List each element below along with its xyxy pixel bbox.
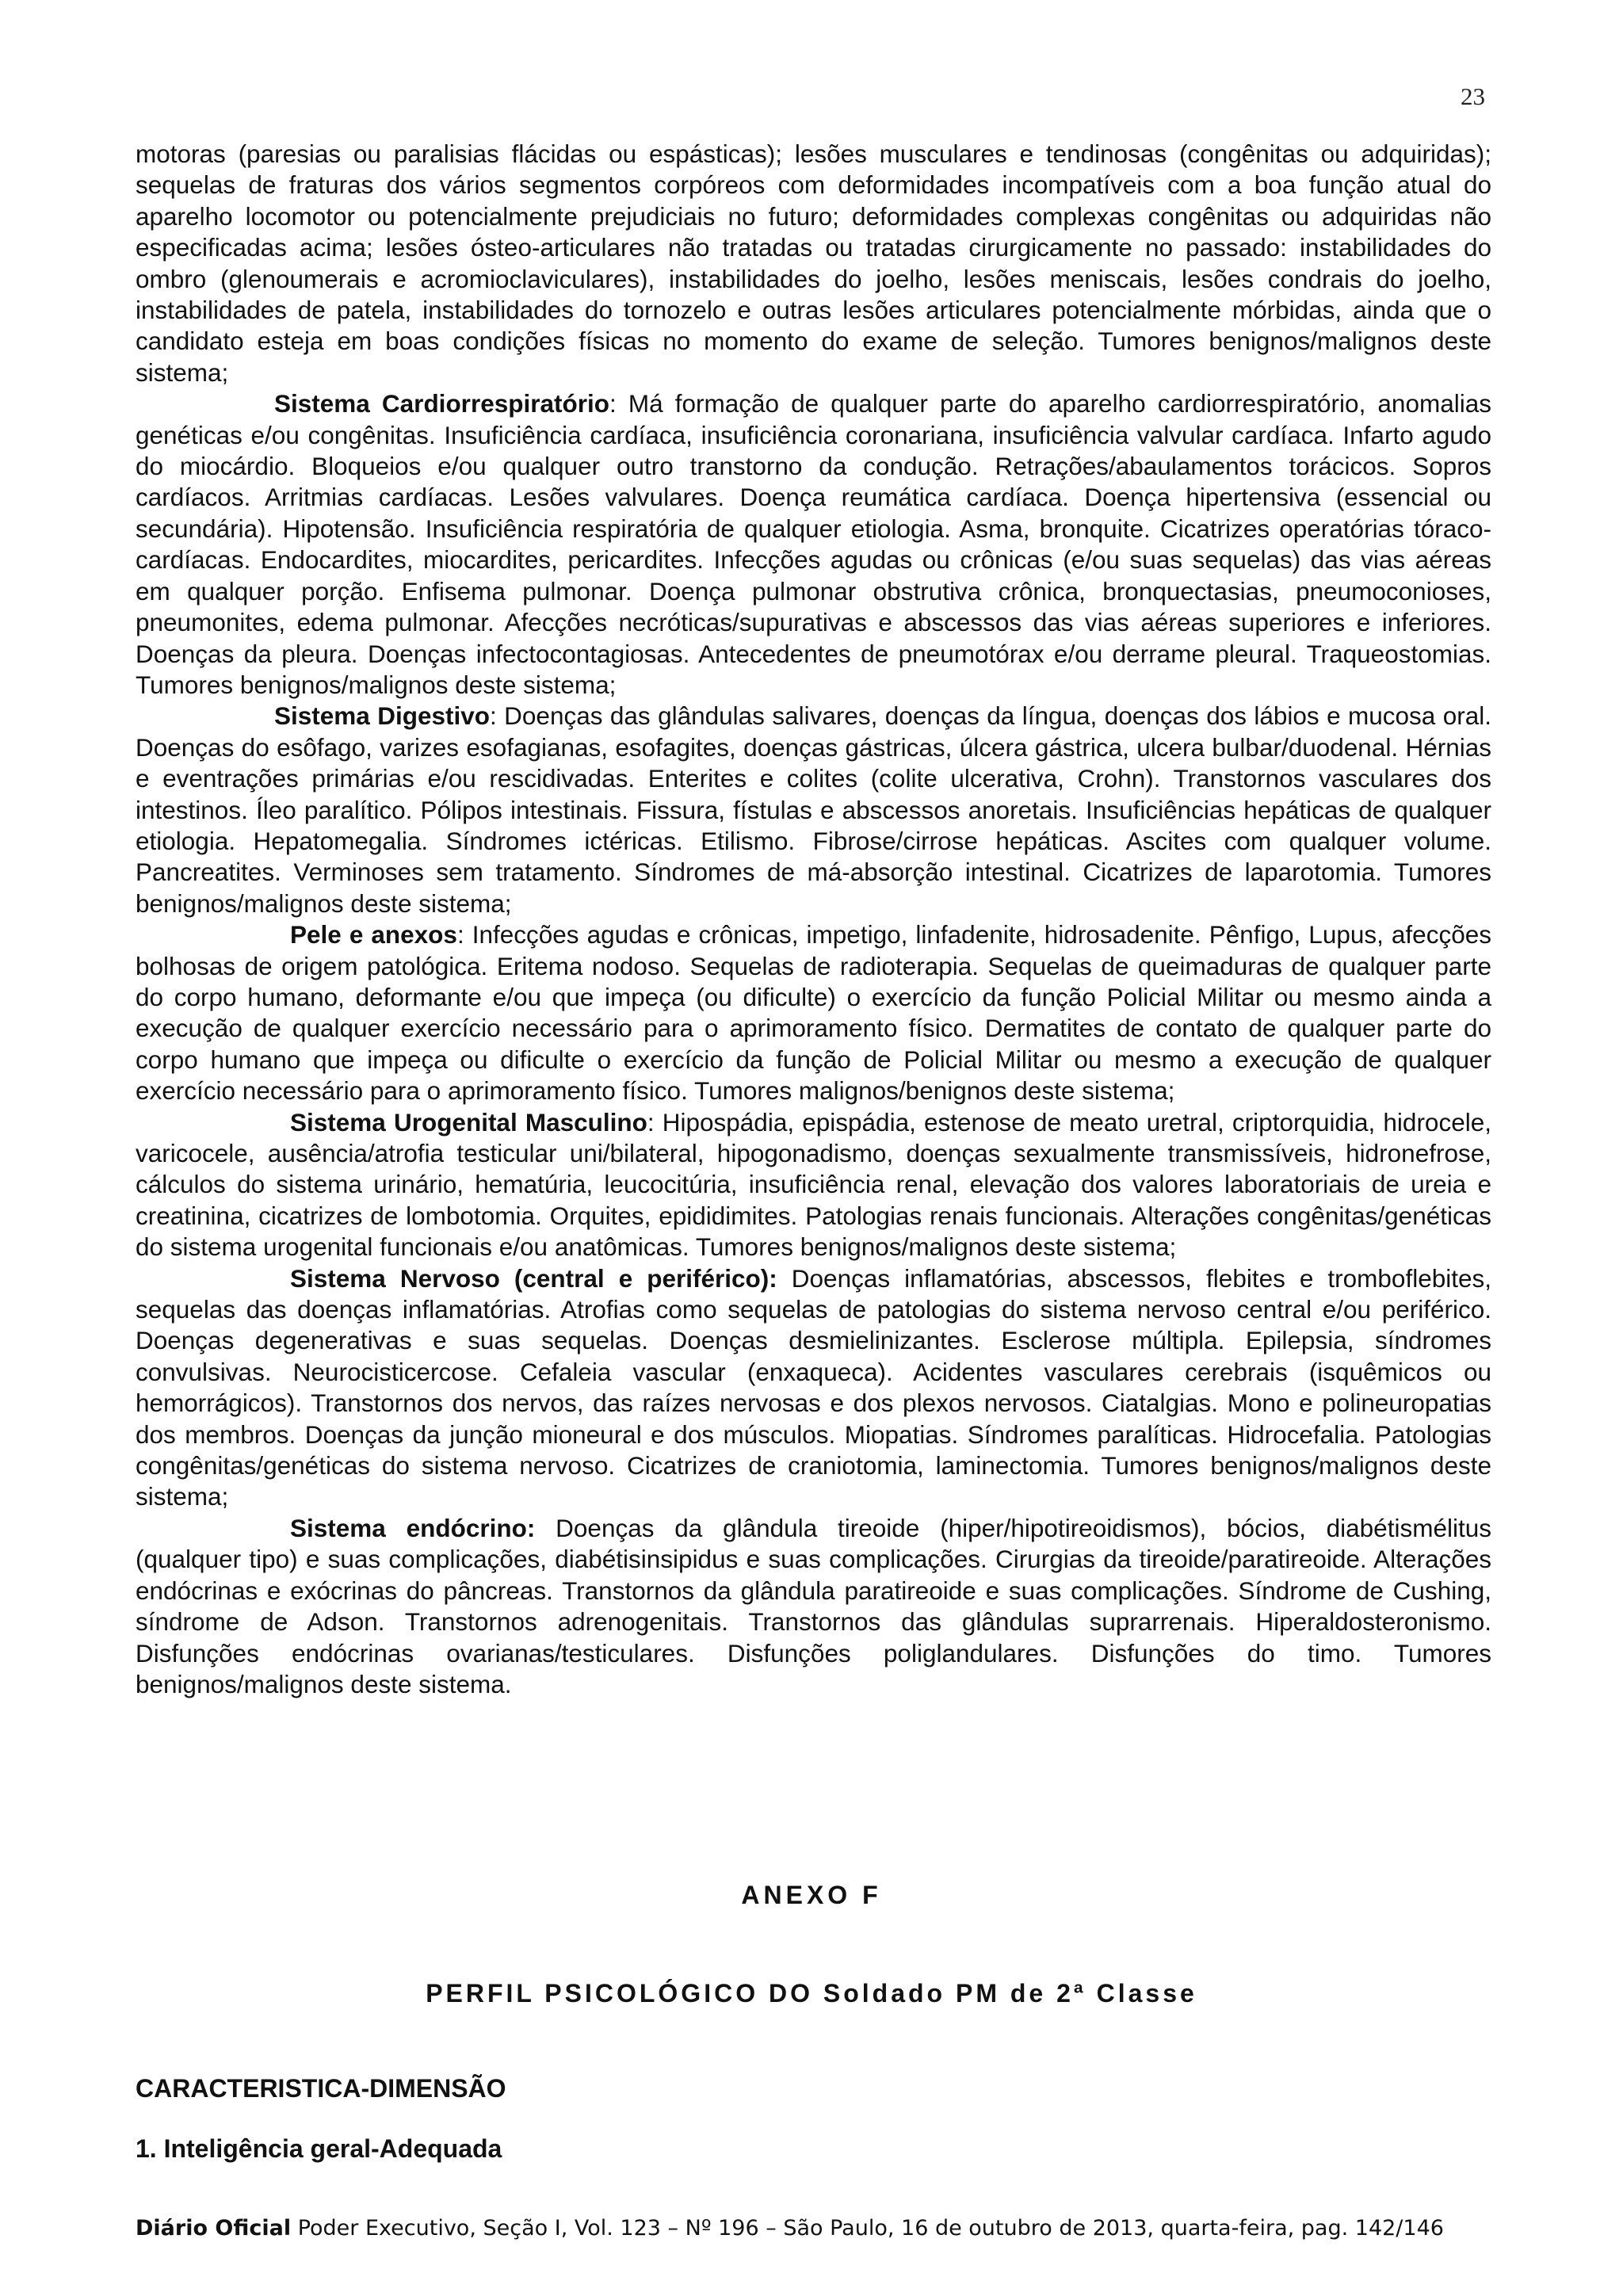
paragraph-text: motoras (paresias ou paralisias flácidas ou espásticas); lesões musculares e tendinosas (congênitas ou adquiridas); sequelas de fraturas dos vários segmentos corpóreos com deformidades incompatíveis com a boa função atual do aparelho locomotor ou potencialmente prejudiciais no futuro; deformidades complexas congênitas ou adquiridas não especificadas acima; lesões ósteo-articulares não tratadas ou tratadas cirurgicamente no passado: instabilidades do ombro (glenoumerais e acromioclaviculares), instabilidades do joelho, lesões meniscais, lesões condrais do joelho, instabilidades de patela, instabilidades do tornozelo e outras lesões articulares potencialmente mórbidas, ainda que o candidato esteja em boas condições físicas no momento do exame de seleção. Tumores benignos/malignos deste sistema;	[136, 139, 1491, 387]
paragraph-text: : Má formação de qualquer parte do aparelho cardiorrespiratório, anomalias genéticas e/ou congênitas. Insuficiência cardíaca, insuficiência coronariana, insuficiência valvular cardíaca. Infarto agudo do miocárdio. Bloqueios e/ou qualquer outro transtorno da condução. Retrações/abaulamentos torácicos. Sopros cardíacos. Arritmias cardíacas. Lesões valvulares. Doença reumática cardíaca. Doença hipertensiva (essencial ou secundária). Hipotensão. Insuficiência respiratória de qualquer etiologia. Asma, bronquite. Cicatrizes operatórias tóraco-cardíacas. Endocardites, miocardites, pericardites. Infecções agudas ou crônicas (e/ou suas sequelas) das vias aéreas em qualquer porção. Enfisema pulmonar. Doença pulmonar obstrutiva crônica, bronquectasias, pneumoconioses, pneumonites, edema pulmonar. Afecções necróticas/supurativas e abscessos das vias aéreas superiores e inferiores. Doenças da pleura. Doenças infectocontagiosas. Antecedentes de pneumotórax e/ou derrame pleural. Traqueostomias. Tumores benignos/malignos deste sistema;	[136, 389, 1491, 699]
paragraph-heading: Sistema Nervoso (central e periférico):	[290, 1263, 777, 1293]
section-heading: CARACTERISTICA-DIMENSÃO	[136, 2074, 506, 2103]
paragraph-heading: Pele e anexos	[290, 920, 457, 949]
paragraph-urogenital	[136, 1107, 1491, 1263]
paragraph-skin	[136, 919, 1491, 1106]
paragraph-heading: Sistema Urogenital Masculino	[290, 1107, 647, 1137]
profile-title: PERFIL PSICOLÓGICO DO Soldado PM de 2ª Classe	[426, 1979, 1197, 2008]
paragraph-endocrine	[136, 1513, 1491, 1700]
footer-publication: Diário Oficial	[136, 2216, 292, 2241]
paragraph-text: : Doenças das glândulas salivares, doenças da língua, doenças dos lábios e mucosa oral. Doenças do esôfago, varizes esofagianas, esofagites, doenças gástricas, úlcera gástrica, ulcera bulbar/duodenal. Hérnias e eventrações primárias e/ou rescidivadas. Enterites e colites (colite ulcerativa, Crohn). Transtornos vasculares dos intestinos. Íleo paralítico. Pólipos intestinais. Fissura, fístulas e abscessos anoretais. Insuficiências hepáticas de qualquer etiologia. Hepatomegalia. Síndromes ictéricas. Etilismo. Fibrose/cirrose hepáticas. Ascites com qualquer volume. Pancreatites. Verminoses sem tratamento. Síndromes de má-absorção intestinal. Cicatrizes de laparotomia. Tumores benignos/malignos deste sistema;	[136, 701, 1491, 918]
body-text	[136, 139, 1491, 1700]
item-heading: 1. Inteligência geral-Adequada	[136, 2134, 502, 2163]
footer-details: Poder Executivo, Seção I, Vol. 123 – Nº 196 – São Paulo, 16 de outubro de 2013, quarta-feira, pag. 142/146	[291, 2216, 1444, 2241]
paragraph-text: Doenças da glândula tireoide (hiper/hipotireoidismos), bócios, diabétismélitus (qualquer tipo) e suas complicações, diabétisinsipidus e suas complicações. Cirurgias da tireoide/paratireoide. Alterações endócrinas e exócrinas do pâncreas. Transtornos da glândula paratireoide e suas complicações. Síndrome de Cushing, síndrome de Adson. Transtornos adrenogenitais. Transtornos das glândulas suprarrenais. Hiperaldosteronismo. Disfunções endócrinas ovarianas/testiculares. Disfunções poliglandulares. Disfunções do timo. Tumores benignos/malignos deste sistema.	[136, 1513, 1491, 1698]
paragraph-text: : Infecções agudas e crônicas, impetigo, linfadenite, hidrosadenite. Pênfigo, Lupus, afecções bolhosas de origem patológica. Eritema nodoso. Sequelas de radioterapia. Sequelas de queimaduras de qualquer parte do corpo humano, deformante e/ou que impeça (ou dificulte) o exercício da função Policial Militar ou mesmo ainda a execução de qualquer exercício necessário para o aprimoramento físico. Dermatites de contato de qualquer parte do corpo humano que impeça ou dificulte o exercício da função de Policial Militar ou mesmo a execução de qualquer exercício necessário para o aprimoramento físico. Tumores malignos/benignos deste sistema;	[136, 920, 1491, 1106]
paragraph-text: : Hipospádia, epispádia, estenose de meato uretral, criptorquidia, hidrocele, varicocele, ausência/atrofia testicular uni/bilateral, hipogonadismo, doenças sexualmente transmissíveis, hidronefrose, cálculos do sistema urinário, hematúria, leucocitúria, insuficiência renal, elevação dos valores laboratoriais de ureia e creatinina, cicatrizes de lombotomia. Orquites, epididimites. Patologias renais funcionais. Alterações congênitas/genéticas do sistema urogenital funcionais e/ou anatômicas. Tumores benignos/malignos deste sistema;	[136, 1107, 1491, 1262]
footer	[136, 2216, 1491, 2241]
annex-title: ANEXO F	[741, 1881, 882, 1909]
paragraph-heading: Sistema Digestivo	[274, 701, 490, 731]
paragraph-heading: Sistema endócrino:	[290, 1513, 536, 1542]
paragraph-musculoskeletal	[136, 139, 1491, 388]
paragraph-text: Doenças inflamatórias, abscessos, flebites e tromboflebites, sequelas das doenças inflamatórias. Atrofias como sequelas de patologias do sistema nervoso central e/ou periférico. Doenças degenerativas e suas sequelas. Doenças desmielinizantes. Esclerose múltipla. Epilepsia, síndromes convulsivas. Neurocisticercose. Cefaleia vascular (enxaqueca). Acidentes vasculares cerebrais (isquêmicos ou hemorrágicos). Transtornos dos nervos, das raízes nervosas e dos plexos nervosos. Ciatalgias. Mono e polineuropatias dos membros. Doenças da junção mioneural e dos músculos. Miopatias. Síndromes paralíticas. Hidrocefalia. Patologias congênitas/genéticas do sistema nervoso. Cicatrizes de craniotomia, laminectomia. Tumores benignos/malignos deste sistema;	[136, 1263, 1491, 1511]
paragraph-heading: Sistema Cardiorrespiratório	[274, 389, 609, 418]
page-number: 23	[1461, 82, 1485, 110]
paragraph-nervous	[136, 1263, 1491, 1513]
paragraph-digestive	[136, 701, 1491, 919]
paragraph-cardiorespiratory	[136, 388, 1491, 701]
